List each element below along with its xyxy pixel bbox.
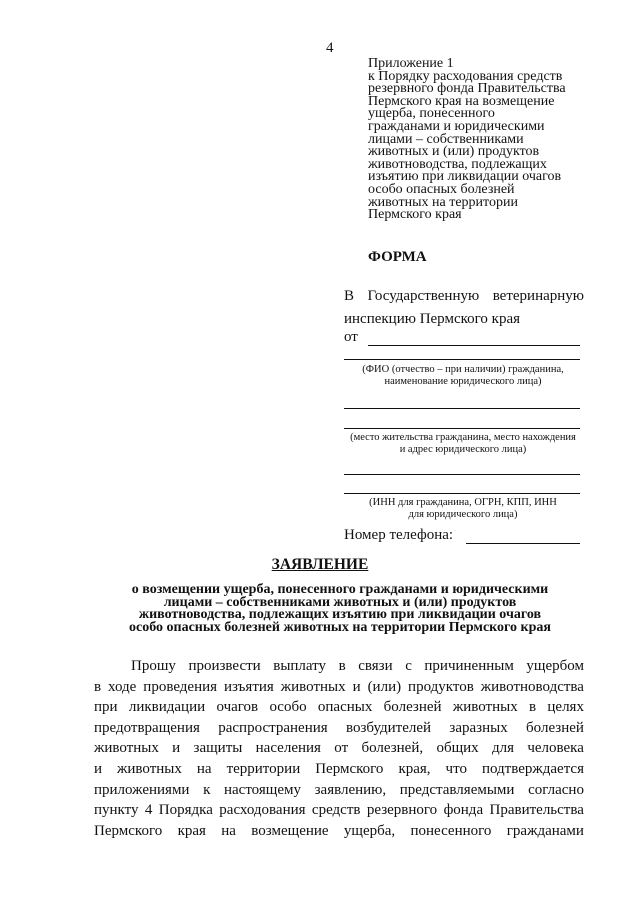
subject-line: о возмещении ущерба, понесенного гражданами и юридическими: [131, 582, 549, 597]
addressee-word: Государственную: [367, 288, 480, 304]
tax-id-caption: [340, 497, 586, 521]
applicant-name-caption: [340, 364, 586, 388]
appendix-line: особо опасных болезней: [368, 181, 515, 197]
body-word: животноводства: [480, 678, 584, 695]
body-word: Прошу: [131, 658, 176, 674]
page-number: 4: [326, 40, 334, 56]
phone-field[interactable]: [466, 543, 580, 544]
appendix-line: животноводства, подлежащих: [368, 156, 547, 172]
body-word: изъятия: [223, 678, 274, 695]
body-word: и: [352, 678, 361, 695]
body-word: животных: [117, 760, 182, 777]
appendix-line: Пермского края на возмещение: [368, 93, 555, 109]
tax-id-field-2[interactable]: [344, 493, 580, 494]
body-word: ущерба,: [343, 822, 396, 839]
body-word: в: [338, 658, 346, 674]
body-word: ликвидации: [128, 699, 206, 716]
body-word: подтверждается: [481, 760, 584, 777]
body-word: заразных: [449, 719, 508, 736]
body-word: края,: [398, 760, 431, 777]
body-word: распространения: [218, 719, 328, 736]
body-word: болезней: [383, 699, 442, 716]
appendix-line: животных и (или) продуктов: [368, 144, 540, 160]
caption-line: (ИНН для гражданина, ОГРН, КПП, ИНН: [369, 497, 557, 508]
body-word: при: [94, 699, 118, 716]
body-word: в: [529, 699, 537, 716]
body-word: пункту: [94, 802, 139, 819]
body-word: на: [221, 822, 236, 839]
body-line: [94, 759, 584, 780]
body-word: Порядка: [158, 802, 213, 819]
body-word: защиты: [193, 740, 243, 757]
body-word: болезней,: [361, 740, 424, 757]
body-word: животных: [94, 740, 159, 757]
body-word: расходования: [219, 802, 306, 819]
body-word: продуктов: [408, 678, 474, 695]
caption-line: (ФИО (отчество – при наличии) гражданина,: [362, 364, 564, 375]
body-word: и: [94, 760, 103, 777]
appendix-line: ущерба, понесенного: [368, 106, 495, 122]
body-line: [94, 821, 584, 842]
body-word: Правительства: [489, 802, 584, 819]
body-word: (или): [367, 678, 402, 695]
body-word: настоящему: [223, 781, 301, 798]
applicant-name-field-2[interactable]: [344, 359, 580, 360]
body-word: от: [334, 740, 349, 757]
body-word: населения: [255, 740, 321, 757]
body-word: ходе: [108, 678, 137, 695]
body-word: животных: [280, 678, 346, 695]
applicant-name-field[interactable]: [368, 345, 580, 346]
appendix-line: изъятию при ликвидации очагов: [368, 169, 562, 185]
body-word: фонда: [443, 802, 484, 819]
appendix-line: лицами – собственниками: [368, 131, 524, 147]
body-word: представляемыми: [399, 781, 515, 798]
body-word: человека: [527, 740, 584, 757]
body-word: к: [203, 781, 211, 798]
appendix-line: Приложение 1: [368, 56, 454, 71]
body-word: на: [196, 760, 212, 777]
body-word: понесенного: [410, 822, 492, 839]
body-word: ущербом: [526, 658, 584, 674]
caption-line: наименование юридического лица): [384, 376, 542, 387]
body-word: приложениями: [94, 781, 190, 798]
body-word: заявлению,: [314, 781, 387, 798]
body-word: целях: [547, 699, 584, 716]
subject-line: животноводства, подлежащих изъятию при ликвидации очагов: [138, 607, 542, 622]
addressee-line-1: [344, 288, 584, 305]
body-word: общих: [436, 740, 479, 757]
body-word: и: [172, 740, 181, 757]
body-word: Пермского: [315, 760, 384, 777]
body-paragraph: [94, 656, 584, 841]
address-field-1[interactable]: [344, 408, 580, 409]
body-word: в: [94, 678, 102, 695]
appendix-line: гражданами и юридическими: [368, 118, 545, 134]
subject-line: лицами – собственниками животных и (или) продуктов: [163, 594, 517, 610]
tax-id-field-1[interactable]: [344, 474, 580, 475]
appendix-header: [368, 58, 608, 222]
body-word: территории: [226, 760, 301, 777]
addressee-word: В: [344, 288, 355, 304]
body-word: особо: [269, 699, 307, 716]
body-word: Пермского: [94, 822, 163, 839]
body-word: что: [445, 760, 467, 777]
body-word: болезней: [526, 719, 584, 736]
body-word: края: [177, 822, 206, 839]
body-word: резервного: [366, 802, 438, 819]
body-word: предотвращения: [94, 719, 200, 736]
body-word: возмещение: [251, 822, 329, 839]
body-word: проведения: [143, 678, 218, 695]
body-word: связи: [358, 658, 393, 674]
body-line: [94, 697, 584, 718]
address-caption: [340, 432, 586, 456]
body-line: [94, 800, 584, 821]
body-word: произвести: [188, 658, 261, 674]
from-label: от: [344, 329, 358, 345]
body-line: [94, 738, 584, 759]
phone-label: Номер телефона:: [344, 527, 454, 543]
form-label: ФОРМА: [368, 249, 427, 265]
address-field-2[interactable]: [344, 428, 580, 429]
body-line: [94, 656, 584, 677]
appendix-line: к Порядку расходования средств: [368, 68, 563, 84]
caption-line: (место жительства гражданина, место нахождения: [350, 432, 576, 443]
appendix-line: Пермского края: [368, 207, 462, 223]
appendix-line: животных на территории: [368, 194, 518, 210]
body-word: очагов: [216, 699, 259, 716]
document-subject: [60, 584, 620, 634]
body-word: средств: [311, 802, 361, 819]
subject-line: особо опасных болезней животных на территории Пермского края: [128, 619, 551, 635]
body-word: возбудителей: [346, 719, 432, 736]
body-line: [94, 677, 584, 698]
body-word: с: [405, 658, 412, 674]
body-word: для: [491, 740, 515, 757]
addressee-word: ветеринарную: [492, 288, 584, 304]
body-line: [94, 718, 584, 739]
document-title: ЗАЯВЛЕНИЕ: [271, 556, 369, 573]
body-word: гражданами: [506, 822, 584, 839]
body-word: 4: [144, 802, 153, 819]
appendix-line: резервного фонда Правительства: [368, 81, 566, 97]
addressee-line-2: инспекцию Пермского края: [344, 311, 521, 327]
body-word: согласно: [528, 781, 584, 798]
caption-line: и адрес юридического лица): [399, 444, 527, 455]
body-word: причиненным: [424, 658, 514, 674]
body-word: опасных: [317, 699, 373, 716]
body-line: [94, 780, 584, 801]
body-word: животных: [452, 699, 518, 716]
caption-line: для юридического лица): [408, 509, 518, 520]
body-word: выплату: [273, 658, 327, 674]
